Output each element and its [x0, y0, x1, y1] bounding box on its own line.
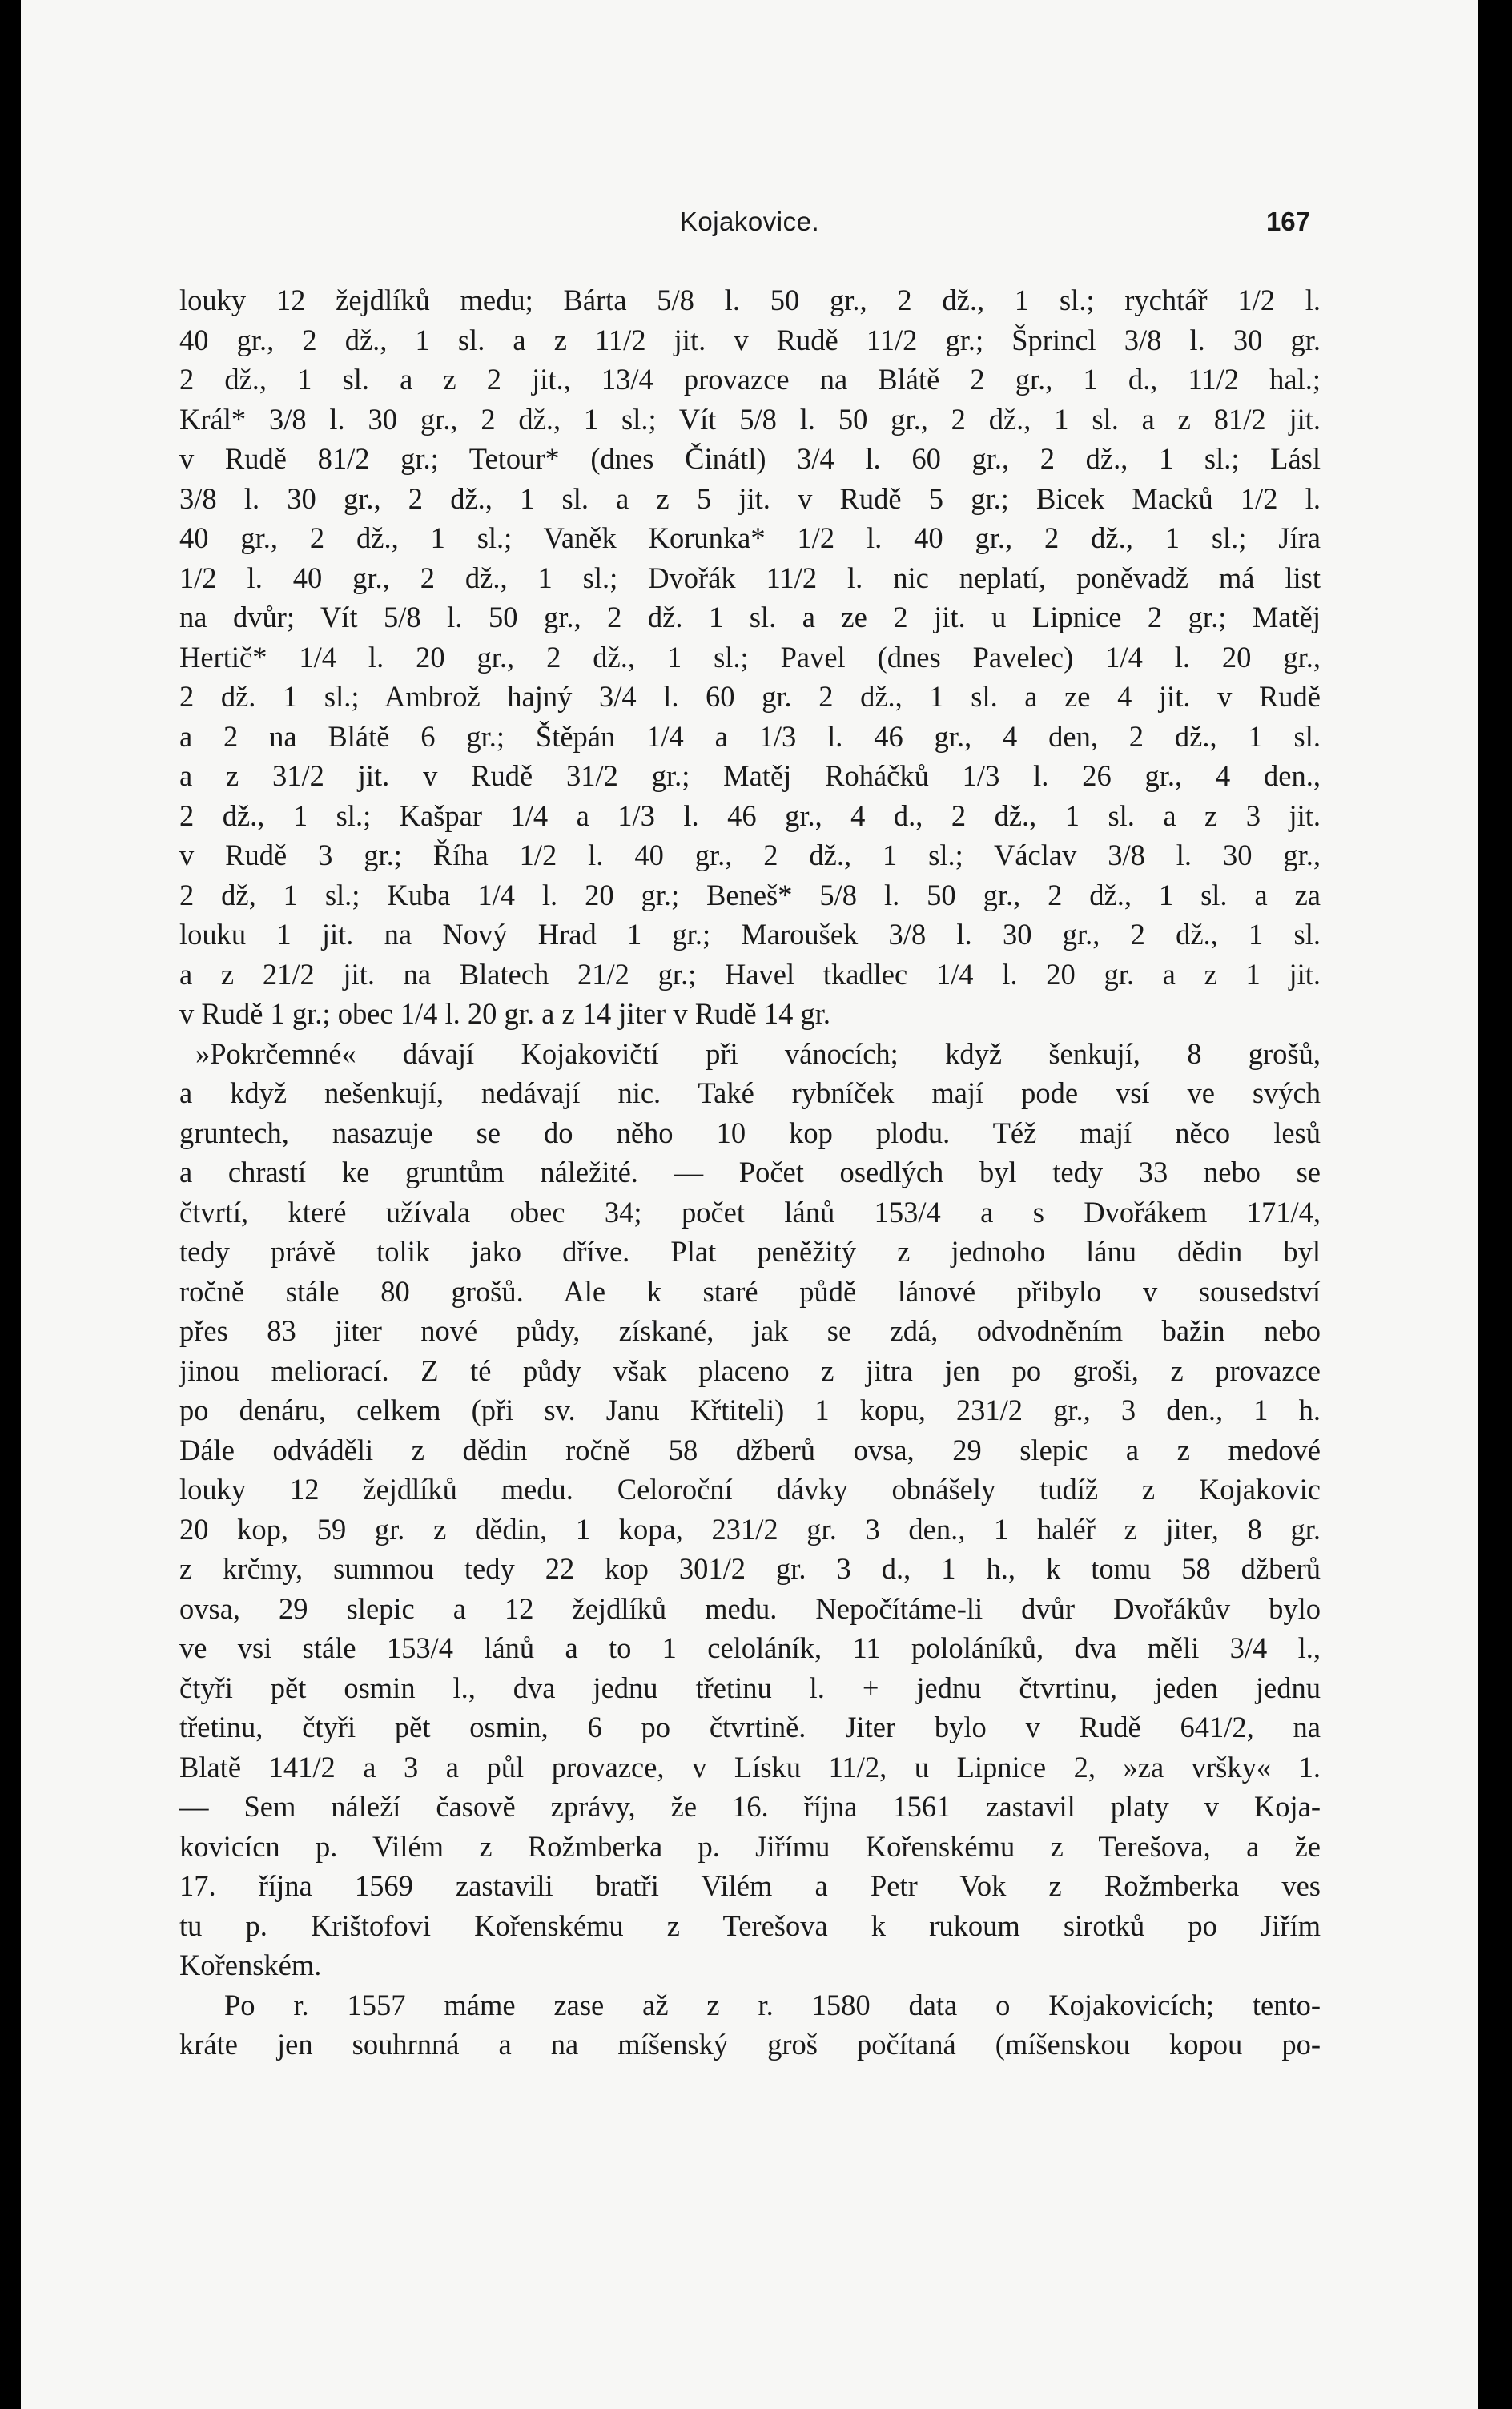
page-header: [189, 207, 1310, 247]
text-line: a chrastí ke gruntům náležité. — Počet osedlých byl tedy 33 nebo se: [179, 1156, 1321, 1188]
page-number: 167: [1265, 207, 1310, 236]
text-line: ve vsi stále 153/4 lánů a to 1 celoláník, 11 pololáníků, dva měli 3/4 l.,: [179, 1631, 1321, 1664]
text-line: na dvůr; Vít 5/8 l. 50 gr., 2 dž. 1 sl. a ze 2 jit. u Lipnice 2 gr.; Matěj: [179, 601, 1321, 633]
text-line: — Sem náleží časově zprávy, že 16. října 1561 zastavil platy v Koja-: [179, 1790, 1321, 1823]
text-line: a z 21/2 jit. na Blatech 21/2 gr.; Havel tkadlec 1/4 l. 20 gr. a z 1 jit.: [179, 957, 1321, 991]
text-line: v Rudě 81/2 gr.; Tetour* (dnes Činátl) 3/4 l. 60 gr., 2 dž., 1 sl.; Lásl: [179, 442, 1321, 475]
body-text: [179, 280, 1321, 2065]
text-line: tu p. Krištofovi Kořenskému z Terešova k rukoum sirotků po Jiřím: [179, 1908, 1321, 1942]
book-page: [21, 0, 1478, 2409]
text-line: louky 12 žejdlíků medu. Celoroční dávky obnášely tudíž z Kojakovic: [179, 1473, 1321, 1506]
text-line: Po r. 1557 máme zase až z r. 1580 data o Kojakovicích; tento-: [224, 1988, 1321, 2021]
text-line: 17. října 1569 zastavili bratři Vilém a Petr Vok z Rožmberka ves: [179, 1869, 1321, 1902]
text-line: čtvrtí, které užívala obec 34; počet lánů 153/4 a s Dvořákem 171/4,: [179, 1195, 1321, 1229]
text-line: 2 dž, 1 sl.; Kuba 1/4 l. 20 gr.; Beneš* 5/8 l. 50 gr., 2 dž., 1 sl. a za: [179, 878, 1321, 911]
text-line: 20 kop, 59 gr. z dědin, 1 kopa, 231/2 gr. 3 den., 1 haléř z jiter, 8 gr.: [179, 1512, 1321, 1546]
text-line: Blatě 141/2 a 3 a půl provazce, v Lísku 11/2, u Lipnice 2, »za vršky« 1.: [179, 1750, 1321, 1784]
text-line: Král* 3/8 l. 30 gr., 2 dž., 1 sl.; Vít 5/8 l. 50 gr., 2 dž., 1 sl. a z 81/2 jit.: [179, 402, 1321, 436]
text-line: z krčmy, summou tedy 22 kop 301/2 gr. 3 d., 1 h., k tomu 58 džberů: [179, 1552, 1321, 1585]
text-line: Dále odváděli z dědin ročně 58 džberů ovsa, 29 slepic a z medové: [179, 1433, 1321, 1466]
text-line: gruntech, nasazuje se do něho 10 kop plodu. Též mají něco lesů: [179, 1116, 1321, 1149]
text-line: a z 31/2 jit. v Rudě 31/2 gr.; Matěj Roháčků 1/3 l. 26 gr., 4 den.,: [179, 759, 1321, 792]
text-line: přes 83 jiter nové půdy, získané, jak se zdá, odvodněním bažin nebo: [179, 1314, 1321, 1347]
text-line: ovsa, 29 slepic a 12 žejdlíků medu. Nepočítáme-li dvůr Dvořákův bylo: [179, 1591, 1321, 1625]
text-line: v Rudě 1 gr.; obec 1/4 l. 20 gr. a z 14 jiter v Rudě 14 gr.: [179, 997, 831, 1030]
text-line: ročně stále 80 grošů. Ale k staré půdě lánové přibylo v sousedství: [179, 1274, 1321, 1308]
text-line: 40 gr., 2 dž., 1 sl.; Vaněk Korunka* 1/2 l. 40 gr., 2 dž., 1 sl.; Jíra: [179, 521, 1321, 554]
text-line: 2 dž., 1 sl. a z 2 jit., 13/4 provazce na Blátě 2 gr., 1 d., 11/2 hal.;: [179, 363, 1321, 396]
running-title: Kojakovice.: [679, 207, 820, 236]
text-line: 2 dž., 1 sl.; Kašpar 1/4 a 1/3 l. 46 gr., 4 d., 2 dž., 1 sl. a z 3 jit.: [179, 798, 1321, 832]
text-line: čtyři pět osmin l., dva jednu třetinu l. + jednu čtvrtinu, jeden jednu: [179, 1671, 1321, 1704]
text-line: louku 1 jit. na Nový Hrad 1 gr.; Maroušek 3/8 l. 30 gr., 2 dž., 1 sl.: [179, 918, 1321, 951]
text-line: třetinu, čtyři pět osmin, 6 po čtvrtině. Jiter bylo v Rudě 641/2, na: [179, 1711, 1321, 1743]
text-line: tedy právě tolik jako dříve. Plat peněžitý z jednoho lánu dědin byl: [179, 1235, 1321, 1268]
text-line: louky 12 žejdlíků medu; Bárta 5/8 l. 50 gr., 2 dž., 1 sl.; rychtář 1/2 l.: [179, 284, 1321, 316]
text-line: 2 dž. 1 sl.; Ambrož hajný 3/4 l. 60 gr. 2 dž., 1 sl. a ze 4 jit. v Rudě: [179, 680, 1321, 713]
text-line: kráte jen souhrnná a na míšenský groš počítaná (míšenskou kopou po-: [179, 2028, 1321, 2061]
text-line: Kořenském.: [179, 1949, 322, 1981]
text-line: 3/8 l. 30 gr., 2 dž., 1 sl. a z 5 jit. v Rudě 5 gr.; Bicek Macků 1/2 l.: [179, 481, 1321, 515]
text-line: v Rudě 3 gr.; Říha 1/2 l. 40 gr., 2 dž., 1 sl.; Václav 3/8 l. 30 gr.,: [179, 839, 1321, 871]
text-line: 1/2 l. 40 gr., 2 dž., 1 sl.; Dvořák 11/2 l. nic neplatí, poněvadž má list: [179, 561, 1321, 594]
text-line: kovicícn p. Vilém z Rožmberka p. Jiřímu Kořenskému z Terešova, a že: [179, 1829, 1321, 1863]
text-line: Hertič* 1/4 l. 20 gr., 2 dž., 1 sl.; Pavel (dnes Pavelec) 1/4 l. 20 gr.,: [179, 640, 1321, 674]
text-line: jinou meliorací. Z té půdy však placeno z jitra jen po groši, z provazce: [179, 1353, 1321, 1387]
text-line: »Pokrčemné« dávají Kojakovičtí při vánocích; když šenkují, 8 grošů,: [195, 1036, 1321, 1070]
text-line: a 2 na Blátě 6 gr.; Štěpán 1/4 a 1/3 l. 46 gr., 4 den, 2 dž., 1 sl.: [179, 719, 1321, 753]
text-line: a když nešenkují, nedávají nic. Také rybníček mají pode vsí ve svých: [179, 1076, 1321, 1109]
text-line: po denáru, celkem (při sv. Janu Křtiteli) 1 kopu, 231/2 gr., 3 den., 1 h.: [179, 1394, 1321, 1426]
text-line: 40 gr., 2 dž., 1 sl. a z 11/2 jit. v Rudě 11/2 gr.; Šprincl 3/8 l. 30 gr.: [179, 323, 1321, 356]
